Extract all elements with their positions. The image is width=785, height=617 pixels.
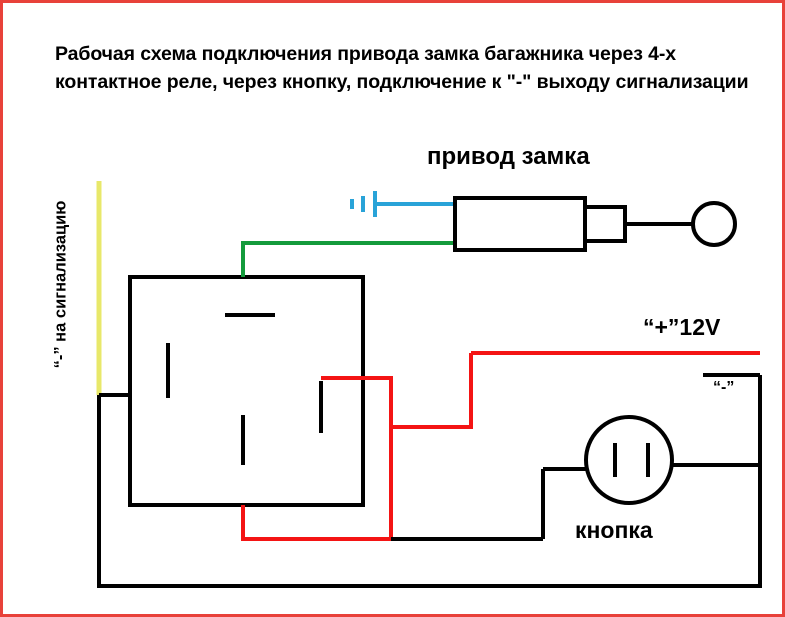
actuator-wire-green (243, 243, 453, 277)
lock-actuator-knob (693, 203, 735, 245)
wiring-schematic (3, 3, 785, 617)
plus-12v-label: “+”12V (643, 314, 721, 340)
push-button-body[interactable] (586, 417, 672, 503)
lock-actuator-label: привод замка (427, 143, 590, 170)
page-title: Рабочая схема подключения привода замка багажника через 4-х контактное реле, через кнопку, подключение к "-" выходу сигнализации (55, 43, 749, 93)
lock-actuator-body (455, 198, 585, 250)
relay-body (130, 277, 363, 505)
alarm-signal-label: “-” на сигнализацию (51, 200, 70, 369)
lock-actuator-collar (585, 207, 625, 241)
minus-terminal-label: “-” (713, 379, 735, 396)
button-label: кнопка (575, 517, 653, 543)
